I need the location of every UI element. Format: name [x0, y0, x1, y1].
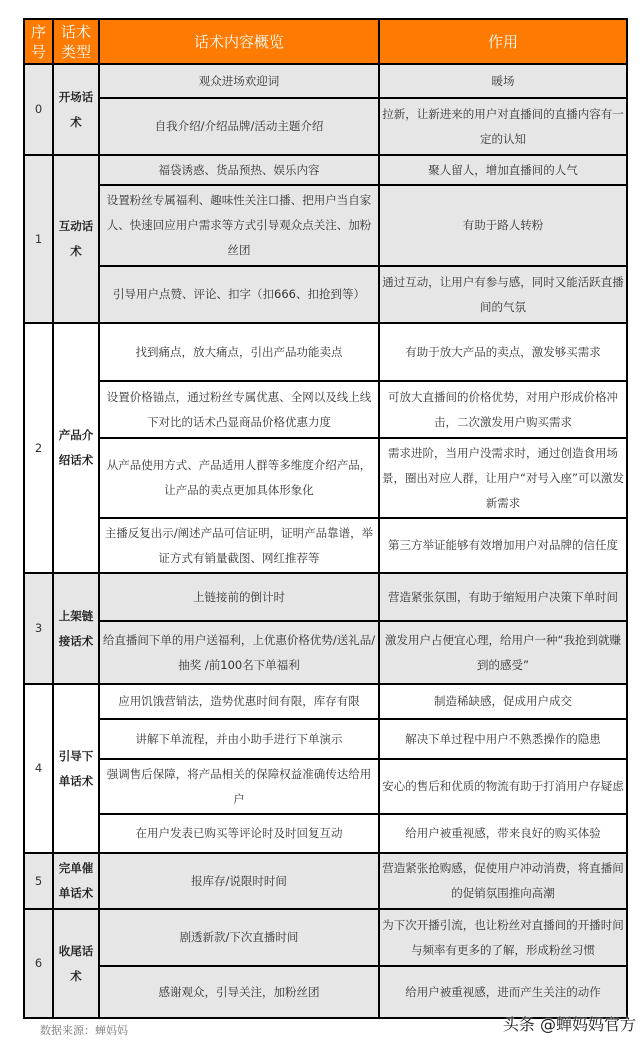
header-index: 序号: [24, 19, 53, 64]
watermark: 头条 @蝉妈妈官方: [502, 1015, 636, 1034]
effect-cell: 有助于路人转粉: [379, 185, 627, 266]
header-effect: 作用: [379, 19, 627, 64]
effect-cell: 暖场: [379, 64, 627, 98]
content-cell: 强调售后保障，将产品相关的保障权益准确传达给用户: [99, 759, 379, 814]
content-cell: 主播反复出示/阐述产品可信证明，证明产品靠谱，举证方式有销量截图、网红推荐等: [99, 518, 379, 573]
table-row: [24, 719, 627, 759]
group-type: 互动话术: [53, 155, 99, 323]
content-cell: 剧透新款/下次直播时间: [99, 909, 379, 966]
header-content: 话术内容概览: [99, 19, 379, 64]
content-cell: 福袋诱惑、货品预热、娱乐内容: [99, 155, 379, 185]
effect-cell: 需求进阶，当用户没需求时，通过创造食用场景，圈出对应人群，让用户“对号入座”可以激发新需求: [379, 438, 627, 518]
table-row: [24, 814, 627, 853]
content-cell: 设置价格锚点，通过粉丝专属优惠、全网以及线上线下对比的话术凸显商品价格优惠力度: [99, 381, 379, 438]
table-row: [24, 909, 627, 966]
table-row: [24, 185, 627, 266]
group-type: 收尾话术: [53, 909, 99, 1018]
group-index: 4: [24, 684, 53, 853]
table-row: [24, 966, 627, 1018]
group-index: 6: [24, 909, 53, 1018]
effect-cell: 营造紧张氛围，有助于缩短用户决策下单时间: [379, 573, 627, 621]
table-row: [24, 64, 627, 98]
content-cell: 应用饥饿营销法，造势优惠时间有限，库存有限: [99, 684, 379, 719]
table-row: [24, 381, 627, 438]
table-row: [24, 438, 627, 518]
group-index: 5: [24, 853, 53, 909]
effect-cell: 营造紧张抢购感，促使用户冲动消费，将直播间的促销氛围推向高潮: [379, 853, 627, 909]
effect-cell: 安心的售后和优质的物流有助于打消用户存疑虑: [379, 759, 627, 814]
table-row: [24, 759, 627, 814]
group-type: 开场话术: [53, 64, 99, 155]
content-cell: 上链接前的倒计时: [99, 573, 379, 621]
content-cell: 找到痛点，放大痛点，引出产品功能卖点: [99, 323, 379, 381]
header-type: 话术类型: [53, 19, 99, 64]
table-row: [24, 323, 627, 381]
content-cell: 讲解下单流程，并由小助手进行下单演示: [99, 719, 379, 759]
table-row: [24, 573, 627, 621]
group-type: 上架链接话术: [53, 573, 99, 684]
effect-cell: 第三方举证能够有效增加用户对品牌的信任度: [379, 518, 627, 573]
effect-cell: 聚人留人，增加直播间的人气: [379, 155, 627, 185]
script-type-table: [23, 18, 628, 1019]
effect-cell: 有助于放大产品的卖点，激发够买需求: [379, 323, 627, 381]
table-row: [24, 155, 627, 185]
content-cell: 感谢观众，引导关注，加粉丝团: [99, 966, 379, 1018]
content-cell: 报库存/说限时时间: [99, 853, 379, 909]
table-row: [24, 684, 627, 719]
content-cell: 自我介绍/介绍品牌/活动主题介绍: [99, 98, 379, 155]
group-index: 0: [24, 64, 53, 155]
content-cell: 引导用户点赞、评论、扣字（扣666、扣抢到等）: [99, 266, 379, 323]
content-cell: 设置粉丝专属福利、趣味性关注口播、把用户当自家人、快速回应用户需求等方式引导观众点关注、加粉丝团: [99, 185, 379, 266]
content-cell: 从产品使用方式、产品适用人群等多维度介绍产品，让产品的卖点更加具体形象化: [99, 438, 379, 518]
group-index: 1: [24, 155, 53, 323]
group-type: 产品介绍话术: [53, 323, 99, 573]
content-cell: 给直播间下单的用户送福利，上优惠价格优势/送礼品/抽奖 /前100名下单福利: [99, 621, 379, 684]
effect-cell: 激发用户占便宜心理，给用户一种“我抢到就赚到的感受”: [379, 621, 627, 684]
effect-cell: 拉新，让新进来的用户对直播间的直播内容有一定的认知: [379, 98, 627, 155]
effect-cell: 可放大直播间的价格优势，对用户形成价格冲击，二次激发用户购买需求: [379, 381, 627, 438]
group-type: 完单催单话术: [53, 853, 99, 909]
table-row: [24, 518, 627, 573]
content-cell: 在用户发表已购买等评论时及时回复互动: [99, 814, 379, 853]
effect-cell: 给用户被重视感，带来良好的购买体验: [379, 814, 627, 853]
data-source-note: 数据来源：蝉妈妈: [40, 1024, 128, 1037]
effect-cell: 给用户被重视感，进而产生关注的动作: [379, 966, 627, 1018]
effect-cell: 为下次开播引流，也让粉丝对直播间的开播时间与频率有更多的了解，形成粉丝习惯: [379, 909, 627, 966]
table-row: [24, 98, 627, 155]
table-row: [24, 266, 627, 323]
group-type: 引导下单话术: [53, 684, 99, 853]
table-header-row: [24, 19, 627, 64]
effect-cell: 通过互动，让用户有参与感，同时又能活跃直播间的气氛: [379, 266, 627, 323]
content-cell: 观众进场欢迎词: [99, 64, 379, 98]
effect-cell: 制造稀缺感，促成用户成交: [379, 684, 627, 719]
effect-cell: 解决下单过程中用户不熟悉操作的隐患: [379, 719, 627, 759]
table-row: [24, 621, 627, 684]
group-index: 3: [24, 573, 53, 684]
table-row: [24, 853, 627, 909]
group-index: 2: [24, 323, 53, 573]
